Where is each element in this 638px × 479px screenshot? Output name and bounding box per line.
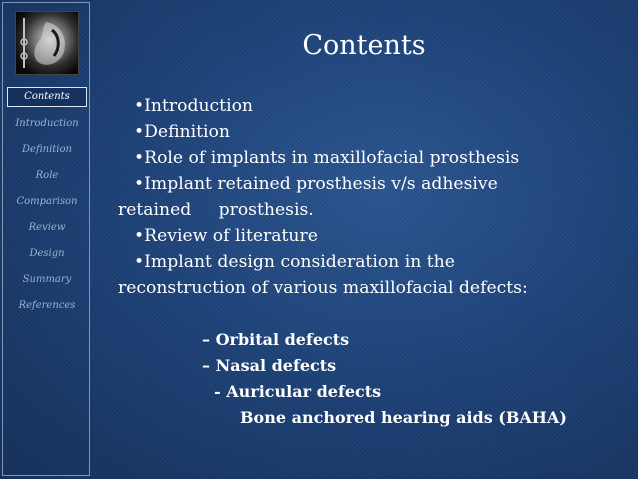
sub-item-baha: Bone anchored hearing aids (BAHA) bbox=[240, 408, 567, 427]
bullet-introduction: •Introduction bbox=[134, 96, 253, 116]
nav-item-summary[interactable]: Summary bbox=[22, 274, 72, 285]
slide-title: Contents bbox=[302, 30, 426, 61]
nav-list bbox=[3, 87, 91, 319]
bullet-list bbox=[118, 93, 628, 301]
nav-item-role[interactable]: Role bbox=[35, 170, 59, 181]
portrait-graphic bbox=[16, 12, 78, 74]
sub-item-nasal: – Nasal defects bbox=[202, 356, 337, 375]
bullet-comparison-line2: retained prosthesis. bbox=[118, 200, 314, 220]
nav-item-introduction[interactable]: Introduction bbox=[15, 118, 79, 129]
nav-item-design[interactable]: Design bbox=[29, 248, 65, 259]
nav-item-comparison[interactable]: Comparison bbox=[16, 196, 78, 207]
logo-image bbox=[15, 11, 79, 75]
nav-item-contents[interactable]: Contents bbox=[7, 87, 87, 107]
bullet-design-line2: reconstruction of various maxillofacial defects: bbox=[118, 278, 528, 298]
nav-item-review[interactable]: Review bbox=[28, 222, 66, 233]
sub-item-orbital: – Orbital defects bbox=[202, 330, 350, 349]
nav-item-references[interactable]: References bbox=[18, 300, 76, 311]
bullet-comparison-line1: •Implant retained prosthesis v/s adhesive bbox=[134, 174, 498, 194]
bullet-role: •Role of implants in maxillofacial prosthesis bbox=[134, 148, 520, 168]
bullet-review: •Review of literature bbox=[134, 226, 318, 246]
sub-item-auricular: - Auricular defects bbox=[214, 382, 382, 401]
bullet-definition: •Definition bbox=[134, 122, 230, 142]
nav-item-definition[interactable]: Definition bbox=[22, 144, 72, 155]
bullet-design-line1: •Implant design consideration in the bbox=[134, 252, 455, 272]
sidebar-nav bbox=[2, 2, 90, 476]
